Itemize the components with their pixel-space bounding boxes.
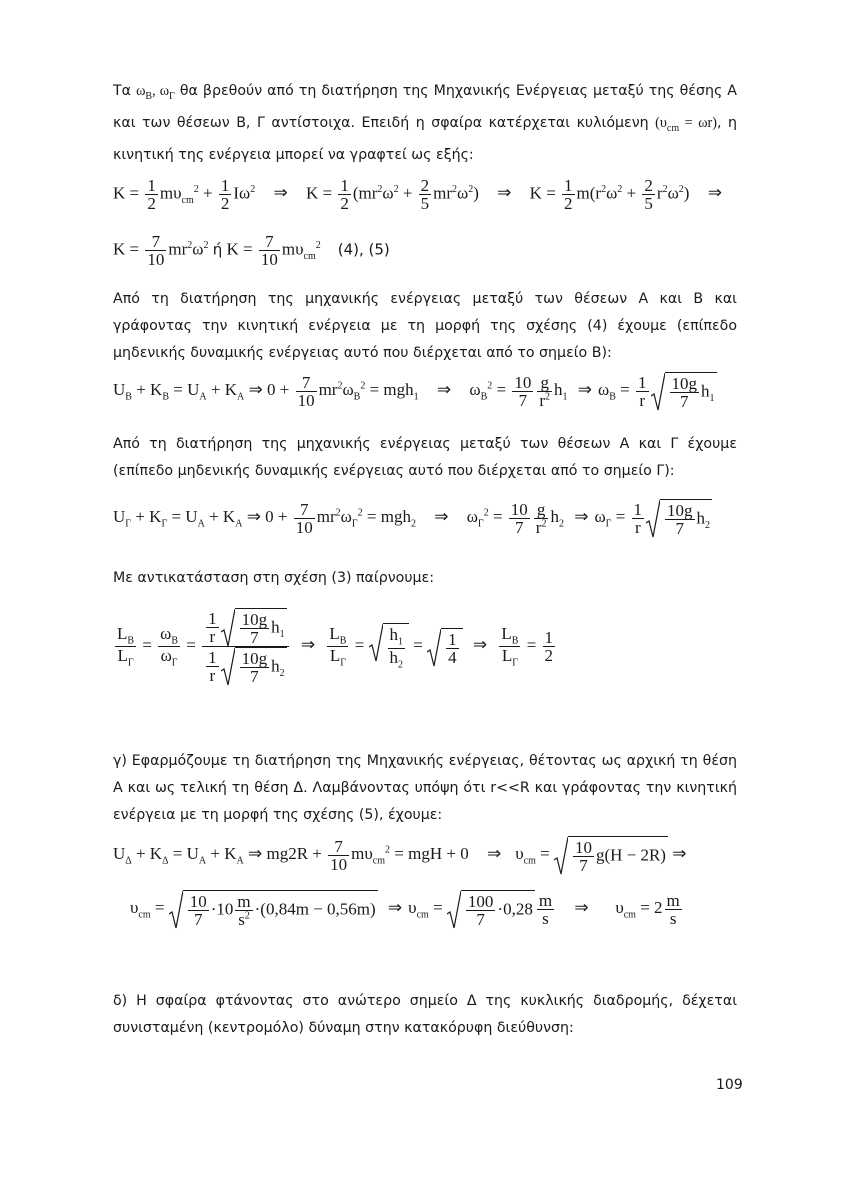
page-number: 109 <box>716 1077 743 1093</box>
equation-ratio: $\frac{L_B}{L_\Gamma}$ = $\frac{\omega_B}{\omega_\Gamma}$ = $\frac{1}{r}$ $\frac{10g}{7}$ $h_1$ $\frac{1}{r}$ $\frac{10g}{7}$ $h_2$ ⇒ $\frac{L_B}{L_\Gamma}$ = $\frac{h_1}{h_2}$ = $\frac{1}{4}$ ⇒ $\frac{L_B}{L_\Gamma}$ = $\frac{1}{2}$ <box>117 608 554 686</box>
equation-kinetic-energy: K = $\frac{1}{2}$ $m\upsilon_{cm}^2$ + $\frac{1}{2}$ $I\omega^2$ ⇒ K = $\frac{1}{2}$ ($mr^2\omega^2$ + $\frac{2}{5}$ $mr^2\omega^2$) ⇒ K = $\frac{1}{2}$ $m(r^2\omega^2$ + $\frac{2}{5}$ $r^2\omega^2$) ⇒ <box>113 176 722 213</box>
equation-velocity-result: $\upsilon_{cm}$ = $\frac{10}{7}$ ·10 $\frac{m}{s^2}$ ·(0,84m − 0,56m) ⇒ $\upsilon_{cm}$ = $\frac{100}{7}$ ·0,28 $\frac{m}{s}$ ⇒ $\upsilon_{cm} = 2$ $\frac{m}{s}$ <box>130 890 680 929</box>
omega-b-omega-g: $\omega_B$, $\omega_\Gamma$ <box>136 83 175 102</box>
rolling-condition: $(\upsilon_{cm} = \omega r)$ <box>655 114 717 134</box>
relation-refs: (4), (5) <box>337 240 390 259</box>
paragraph-part-c: γ) Εφαρμόζουμε τη διατήρηση της Μηχανικής ενέργειας, θέτοντας ως αρχική τη θέση Α και ως τελική τη θέση Δ. Λαμβάνοντας υπόψη ότι r<<R και γράφοντας την κινητική ενέργεια με τη μορφή της σχέσης (5), έχουμε: <box>113 753 737 823</box>
paragraph-energy-a-b: Από τη διατήρηση της μηχανικής ενέργειας μεταξύ των θέσεων Α και Β και γράφοντας την κινητική ενέργεια με τη μορφή της σχέσης (4) έχουμε (επίπεδο μηδενικής δυναμικής ενέργειας αυτό που διέρχεται από το σημείο Β): <box>113 291 737 361</box>
equation-kinetic-energy-result: K = $\frac{7}{10}$ $mr^2\omega^2$ ή K = $\frac{7}{10}$ $m\upsilon_{cm}^2$ (4), (5) <box>113 232 390 269</box>
paragraph-part-d: δ) Η σφαίρα φτάνοντας στο ανώτερο σημείο Δ της κυκλικής διαδρομής, δέχεται συνισταμένη (κεντρομόλο) δύναμη στην κατακόρυφη διεύθυνση: <box>113 993 737 1036</box>
equation-energy-a-b: $U_B + K_B = U_A + K_A$ ⇒ 0 + $\frac{7}{10}$ $mr^2\omega_B^2 = mgh_1$ ⇒ $\omega_B^2$ = $\frac{10}{7}$ $\frac{g}{r^2}$ $h_1$ ⇒ $\omega_B$ = $\frac{1}{r}$ $\frac{10g}{7}$ $h_1$ <box>113 372 715 411</box>
paragraph-energy-a-g: Από τη διατήρηση της μηχανικής ενέργειας μεταξύ των θέσεων Α και Γ έχουμε (επίπεδο μηδενικής δυναμικής ενέργειας αυτό που διέρχεται από το σημείο Γ): <box>113 436 737 479</box>
equation-energy-a-g: $U_\Gamma + K_\Gamma = U_A + K_A$ ⇒ 0 + $\frac{7}{10}$ $mr^2\omega_\Gamma^2 = mgh_2$ ⇒ $\omega_\Gamma^2$ = $\frac{10}{7}$ $\frac{g}{r^2}$ $h_2$ ⇒ $\omega_\Gamma$ = $\frac{1}{r}$ $\frac{10g}{7}$ $h_2$ <box>113 499 711 538</box>
paragraph-intro: Τα $\omega_B$, $\omega_\Gamma$ θα βρεθούν από τη διατήρηση της Μηχανικής Ενέργειας μεταξύ της θέσης Α και των θέσεων Β, Γ αντίστοιχα. Επειδή η σφαίρα κατέρχεται κυλιόμενη $(\upsilon_{cm} = \omega r)$, η κινητική της ενέργεια μπορεί να γραφτεί ως εξής: <box>113 83 738 163</box>
paragraph-substitution: Με αντικατάσταση στη σχέση (3) παίρνουμε: <box>113 570 435 586</box>
equation-energy-a-d: $U_\Delta + K_\Delta = U_A + K_A$ ⇒ mg2R + $\frac{7}{10}$ $m\upsilon_{cm}^2$ = mgH + 0 ⇒ $\upsilon_{cm}$ = $\frac{10}{7}$ g(H − 2R) ⇒ <box>113 836 687 875</box>
